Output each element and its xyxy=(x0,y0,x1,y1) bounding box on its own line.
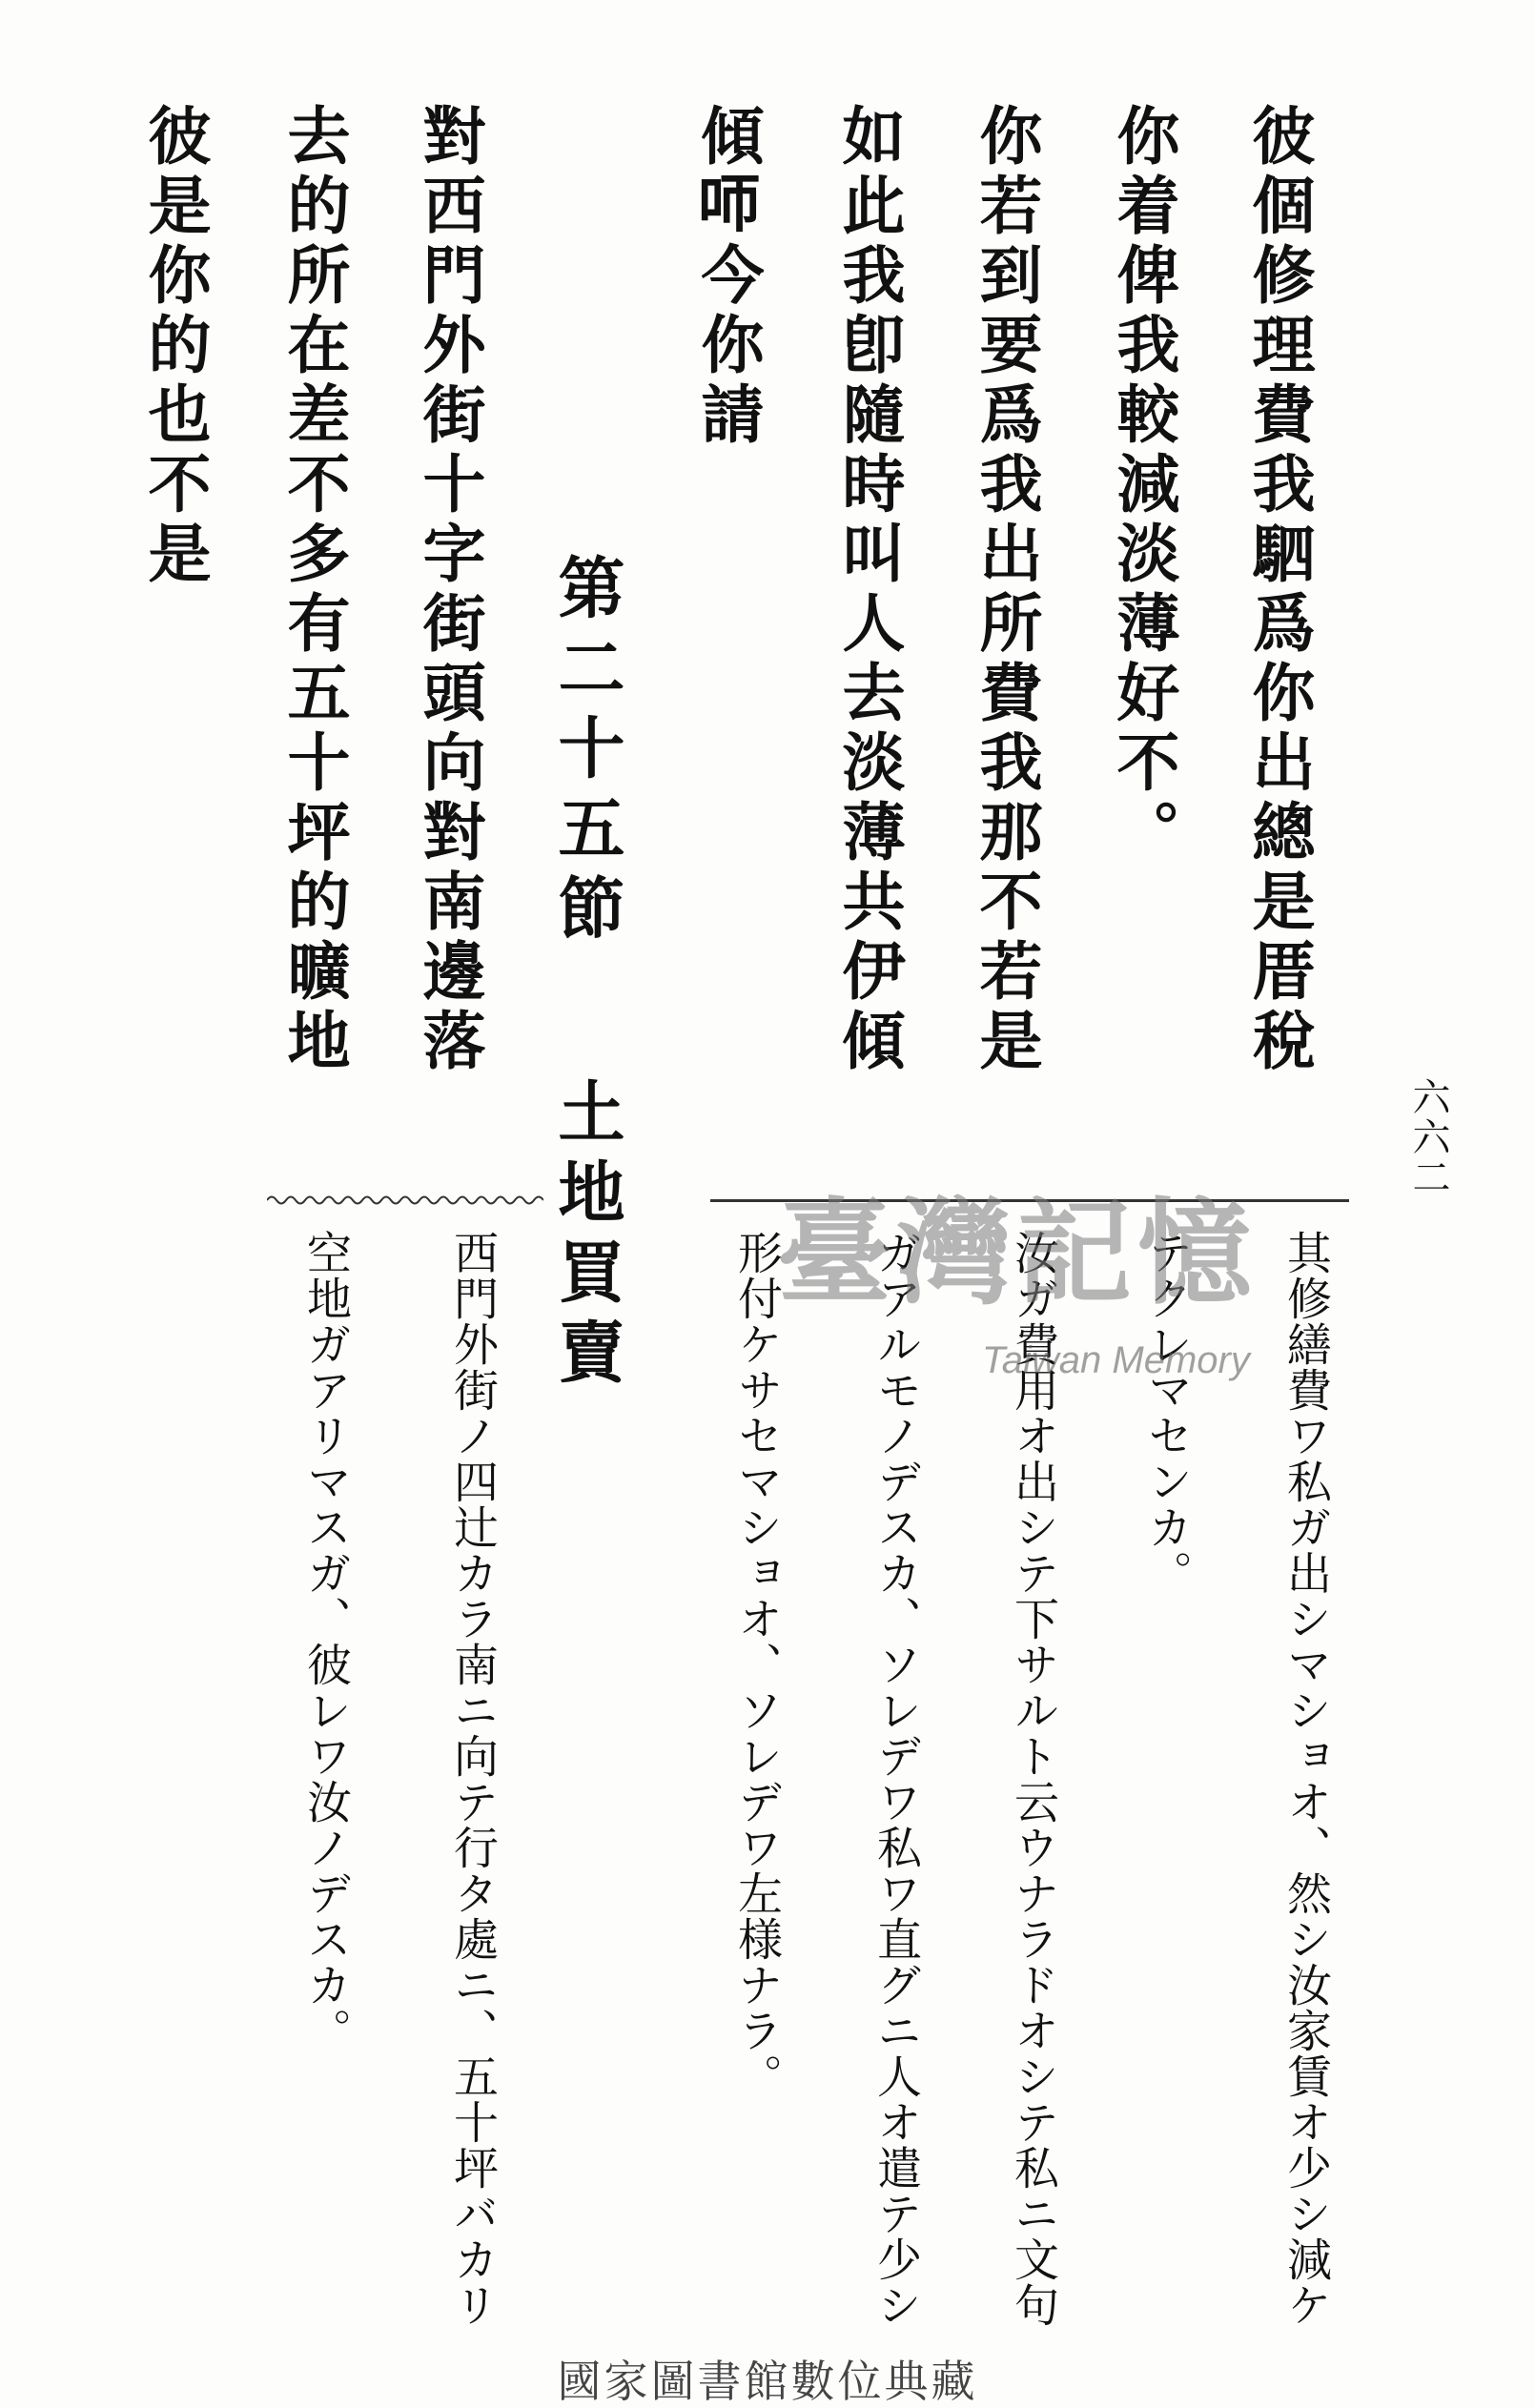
chinese-text-column: 彼個修理費我駟爲你出總是厝稅 xyxy=(1241,103,1316,1077)
chinese-text-column: 你着俾我較減淡薄好不。 xyxy=(1106,103,1180,868)
watermark-logo: 臺灣記憶 Taiwan Memory xyxy=(777,1186,1258,1381)
japanese-text-column: ガアルモノデスカ、ソレデワ私ワ直グニ人オ遣テ少シ xyxy=(870,1230,922,2328)
chinese-text-column: 傾𠯗今你請 xyxy=(690,103,765,451)
chinese-text-column: 你若到要爲我出所費我那不若是 xyxy=(969,103,1043,1077)
section-heading-number: 第二十五節 xyxy=(547,553,626,953)
chinese-text-column: 對西門外街十字街頭向對南邊落 xyxy=(412,103,486,1077)
japanese-text-column: 其修繕費ワ私ガ出シマショオ、然シ汝家賃オ少シ減ケ xyxy=(1279,1230,1332,2328)
japanese-text-column: 空地ガアリマスガ、彼レワ汝ノデスカ。 xyxy=(299,1230,352,2053)
japanese-text-column: 西門外街ノ四辻カラ南ニ向テ行タ處ニ、五十坪バカリ xyxy=(446,1230,499,2328)
chinese-text-column: 去的所在差不多有五十坪的曠地 xyxy=(276,103,351,1077)
section-divider xyxy=(267,1194,543,1207)
japanese-text-column: テクレマセンカ。 xyxy=(1140,1230,1193,1596)
chinese-text-column: 彼是你的也不是 xyxy=(137,103,212,590)
page-number: 六六二 xyxy=(1406,1077,1450,1197)
section-divider xyxy=(710,1199,1349,1202)
footer-credit: 國家圖書館數位典藏 xyxy=(557,2356,978,2407)
japanese-text-column: 形付ケサセマショオ、ソレデワ左様ナラ。 xyxy=(730,1230,783,2099)
japanese-text-column: 汝ガ費用オ出シテ下サルト云ウナラドオシテ私ニ文句 xyxy=(1007,1230,1059,2328)
chinese-text-column: 如此我卽隨時叫人去淡薄共伊傾 xyxy=(831,103,906,1077)
section-heading-title: 土地買賣 xyxy=(547,1077,626,1398)
